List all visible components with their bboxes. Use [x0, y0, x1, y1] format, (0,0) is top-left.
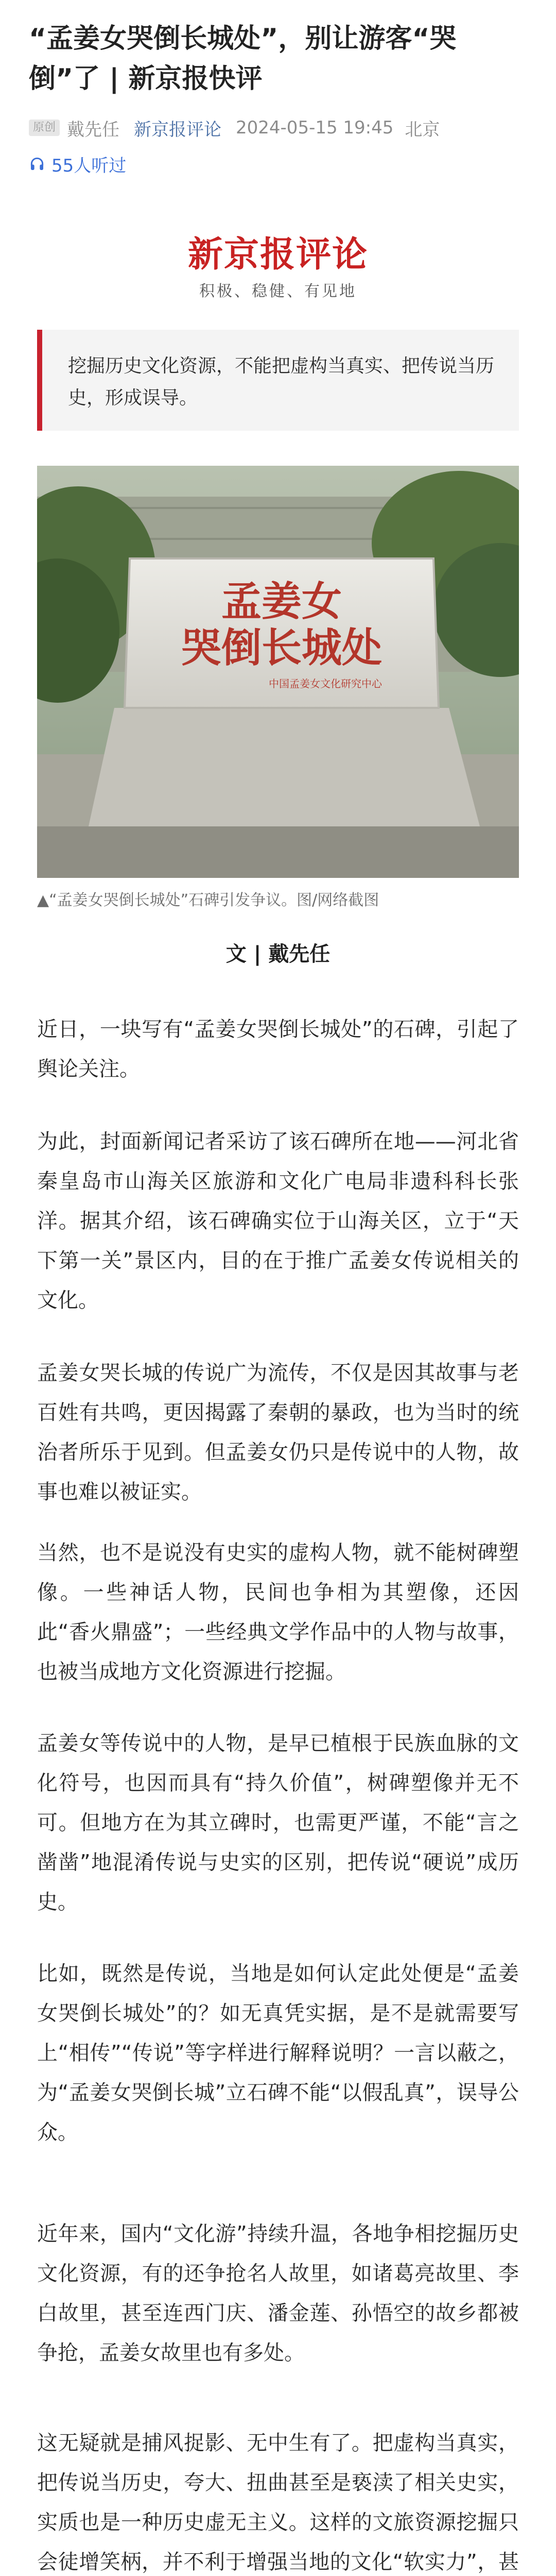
- tablet-inscription-2: 哭倒长城处: [181, 624, 383, 671]
- publish-location: 北京: [405, 119, 440, 140]
- stone-tablet-photo: [37, 466, 519, 878]
- summary-quote: [37, 330, 519, 431]
- paragraph-5: 孟姜女等传说中的人物，是早已植根于民族血脉的文化符号，也因而具有“持久价值”，树碑塑像并无不可。但地方在为其立碑时，也需更严谨，不能“言之凿凿”地混淆传说与史实的区别，把传说“硬说”成历史。: [37, 1732, 519, 1914]
- brand-logo: [175, 234, 381, 301]
- paragraph-2: 为此，封面新闻记者采访了该石碑所在地——河北省秦皇岛市山海关区旅游和文化广电局非遗科科长张洋。据其介绍，该石碑确实位于山海关区，立于“天下第一关”景区内，目的在于推广孟姜女传说相关的文化。: [37, 1130, 519, 1312]
- paragraph-4: 当然，也不是说没有史实的虚构人物，就不能树碑塑像。一些神话人物，民间也争相为其塑像，还因此“香火鼎盛”；一些经典文学作品中的人物与故事，也被当成地方文化资源进行挖掘。: [37, 1541, 519, 1684]
- article-title: “孟姜女哭倒长城处”，别让游客“哭倒”了 | 新京报快评: [29, 23, 457, 94]
- publish-time: 2024-05-15 19:45: [236, 117, 394, 138]
- article-byline: 文 | 戴先任: [225, 942, 331, 966]
- original-badge: 原创: [29, 120, 60, 136]
- headphones-icon: [29, 156, 45, 172]
- brand-slogan: 积极、稳健、有见地: [199, 282, 357, 300]
- paragraph-7: 近年来，国内“文化游”持续升温，各地争相挖掘历史文化资源，有的还争抢名人故里，如诸葛亮故里、李白故里，甚至连西门庆、潘金莲、孙悟空的故乡都被争抢，孟姜女故里也有多处。: [37, 2222, 519, 2365]
- source-account-link[interactable]: 新京报评论: [134, 119, 222, 140]
- paragraph-6: 比如，既然是传说，当地是如何认定此处便是“孟姜女哭倒长城处”的？如无真凭实据，是不是就需要写上“相传”“传说”等字样进行解释说明？一言以蔽之，为“孟姜女哭倒长城”立石碑不能“以假乱真”，误导公众。: [37, 1962, 519, 2144]
- tablet-inscription-small: 中国孟姜女文化研究中心: [269, 677, 382, 690]
- listen-count: 55人听过: [51, 155, 127, 176]
- paragraph-3: 孟姜女哭长城的传说广为流传，不仅是因其故事与老百姓有共鸣，更因揭露了秦朝的暴政，也为当时的统治者所乐于见到。但孟姜女仍只是传说中的人物，故事也难以被证实。: [37, 1361, 519, 1504]
- summary-text: 挖掘历史文化资源，不能把虚构当真实、把传说当历史，形成误导。: [68, 355, 495, 409]
- paragraph-8: 这无疑就是捕风捉影、无中生有了。把虚构当真实，把传说当历史，夸大、扭曲甚至是亵渎了相关史实，实质也是一种历史虚无主义。这样的文旅资源挖掘只会徒增笑柄，并不利于增强当地的文化“软实力”，甚: [37, 2431, 519, 2574]
- tablet-inscription-1: 孟姜女: [221, 578, 342, 625]
- author-name[interactable]: 戴先任: [67, 119, 120, 140]
- article-meta: [29, 116, 440, 139]
- photo-caption: ▲“孟姜女哭倒长城处”石碑引发争议。图/网络截图: [37, 891, 379, 909]
- paragraph-1: 近日，一块写有“孟姜女哭倒长城处”的石碑，引起了舆论关注。: [37, 1018, 519, 1081]
- brand-name: 新京报评论: [187, 234, 369, 275]
- quote-accent-bar: [37, 330, 42, 431]
- listen-button[interactable]: [29, 152, 126, 175]
- article-photo[interactable]: [37, 466, 519, 878]
